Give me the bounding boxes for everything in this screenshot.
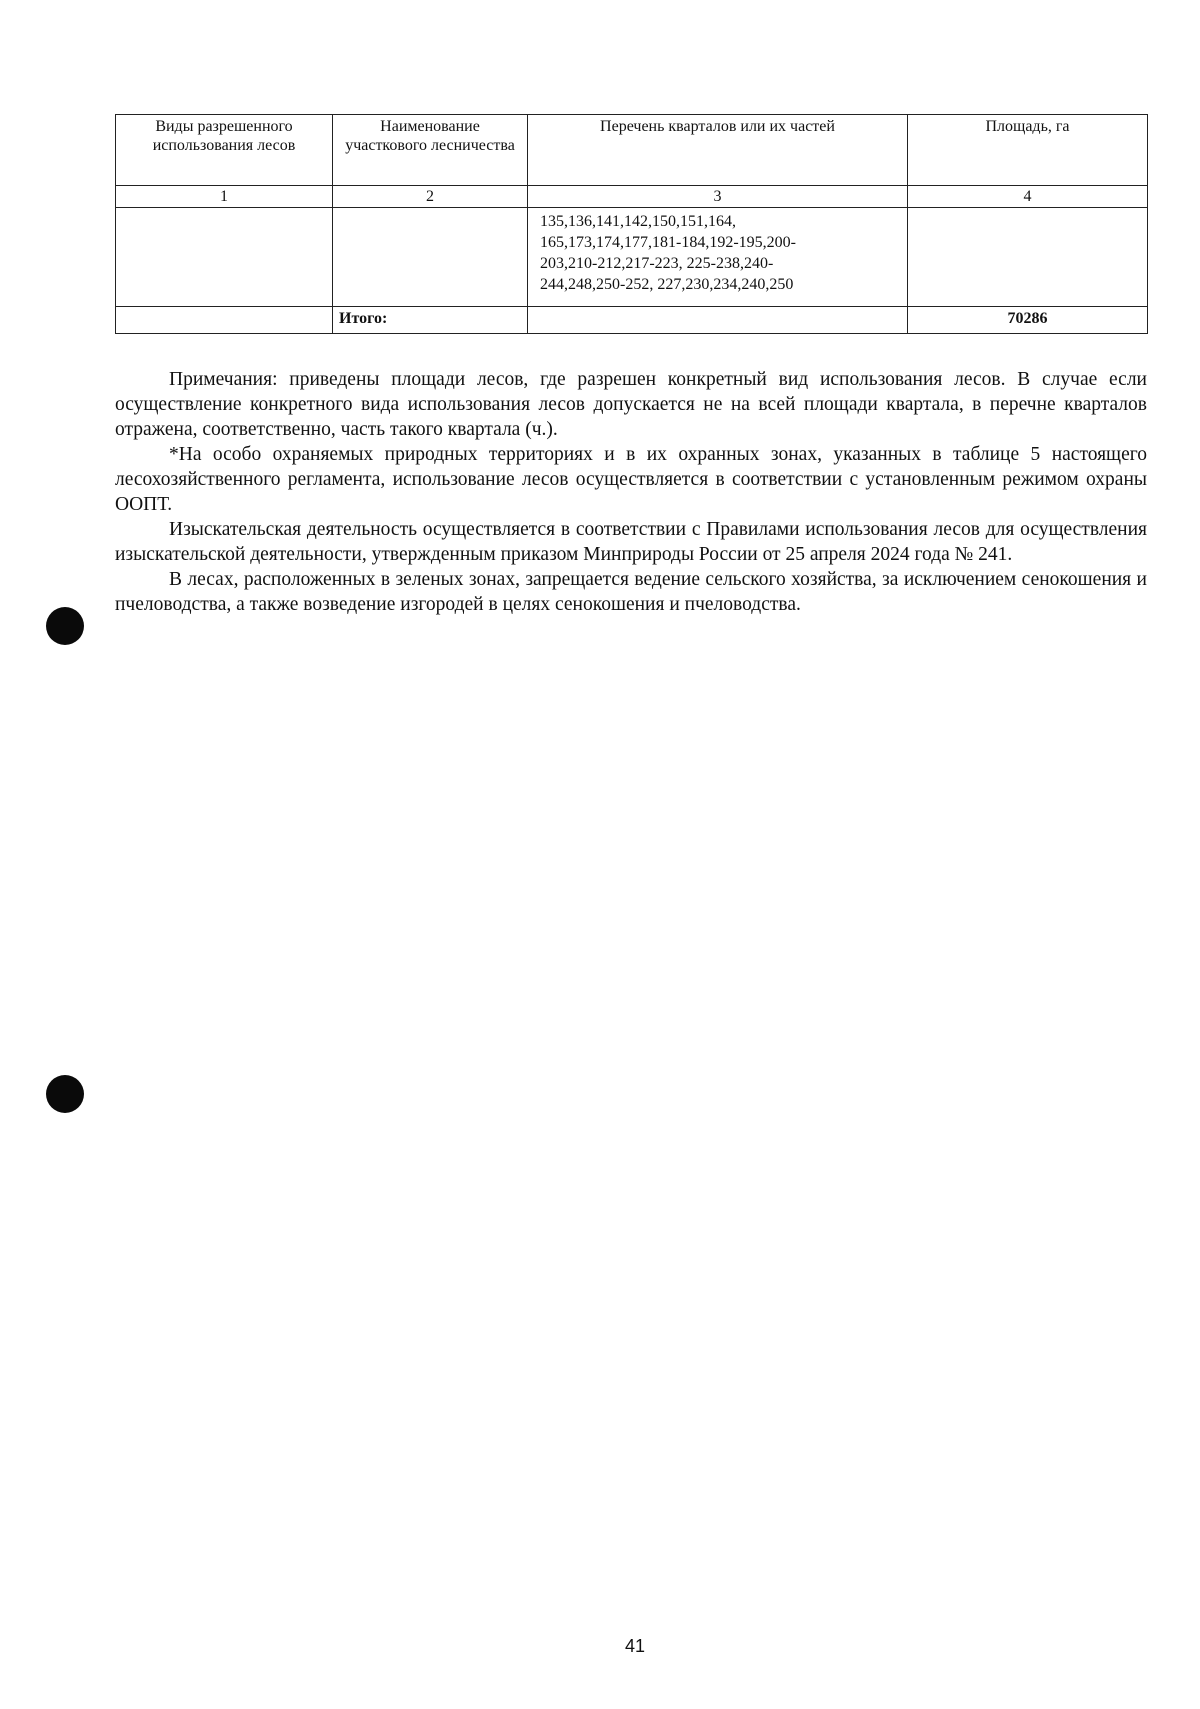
note-paragraph: В лесах, расположенных в зеленых зонах, запрещается ведение сельского хозяйства, за исключением сенокошения и пчеловодства, а также возведение изгородей в целях сенокошения и пчеловодства. [115,569,1147,615]
note-paragraph: Изыскательская деятельность осуществляется в соответствии с Правилами использования лесов для осуществления изыскательской деятельности, утвержденным приказом Минприроды России от 25 апреля 2024 года № 241. [115,519,1147,565]
quarters-line: 244,248,250-252, 227,230,234,240,250 [540,276,794,293]
cell-area [908,208,1148,307]
page-number: 41 [624,1636,646,1656]
cell-use-type [116,208,333,307]
notes-section [115,367,1147,617]
quarters-line: 203,210-212,217-223, 225-238,240- [540,255,774,272]
column-number: 2 [333,186,528,208]
quarters-line: 165,173,174,177,181-184,192-195,200- [540,234,796,251]
table-header-row [116,115,1148,186]
column-number: 4 [908,186,1148,208]
header-area: Площадь, га [908,115,1148,186]
total-label: Итого: [333,307,528,334]
quarters-line: 135,136,141,142,150,151,164, [540,213,736,230]
total-area: 70286 [908,307,1148,334]
table-row [116,208,1148,307]
header-use-type: Виды разрешенного использования лесов [116,115,333,186]
column-number: 3 [528,186,908,208]
note-paragraph: *На особо охраняемых природных территориях и в их охранных зонах, указанных в таблице 5 настоящего лесохозяйственного регламента, использование лесов осуществляется в соответствии с установленным режимом охраны ООПТ. [115,444,1147,515]
cell-forestry [333,208,528,307]
header-forestry: Наименование участкового лесничества [333,115,528,186]
column-number: 1 [116,186,333,208]
punch-hole [46,1075,84,1113]
total-empty-cell [528,307,908,334]
punch-hole [46,607,84,645]
forest-use-table [115,114,1148,334]
cell-quarters [528,208,908,307]
total-empty-cell [116,307,333,334]
note-paragraph: Примечания: приведены площади лесов, где разрешен конкретный вид использования лесов. В случае если осуществление конкретного вида использования лесов допускается не на всей площади квартала, в перечне кварталов отражена, соответственно, часть такого квартала (ч.). [115,369,1147,440]
column-number-row [116,186,1148,208]
header-quarters: Перечень кварталов или их частей [528,115,908,186]
total-row [116,307,1148,334]
